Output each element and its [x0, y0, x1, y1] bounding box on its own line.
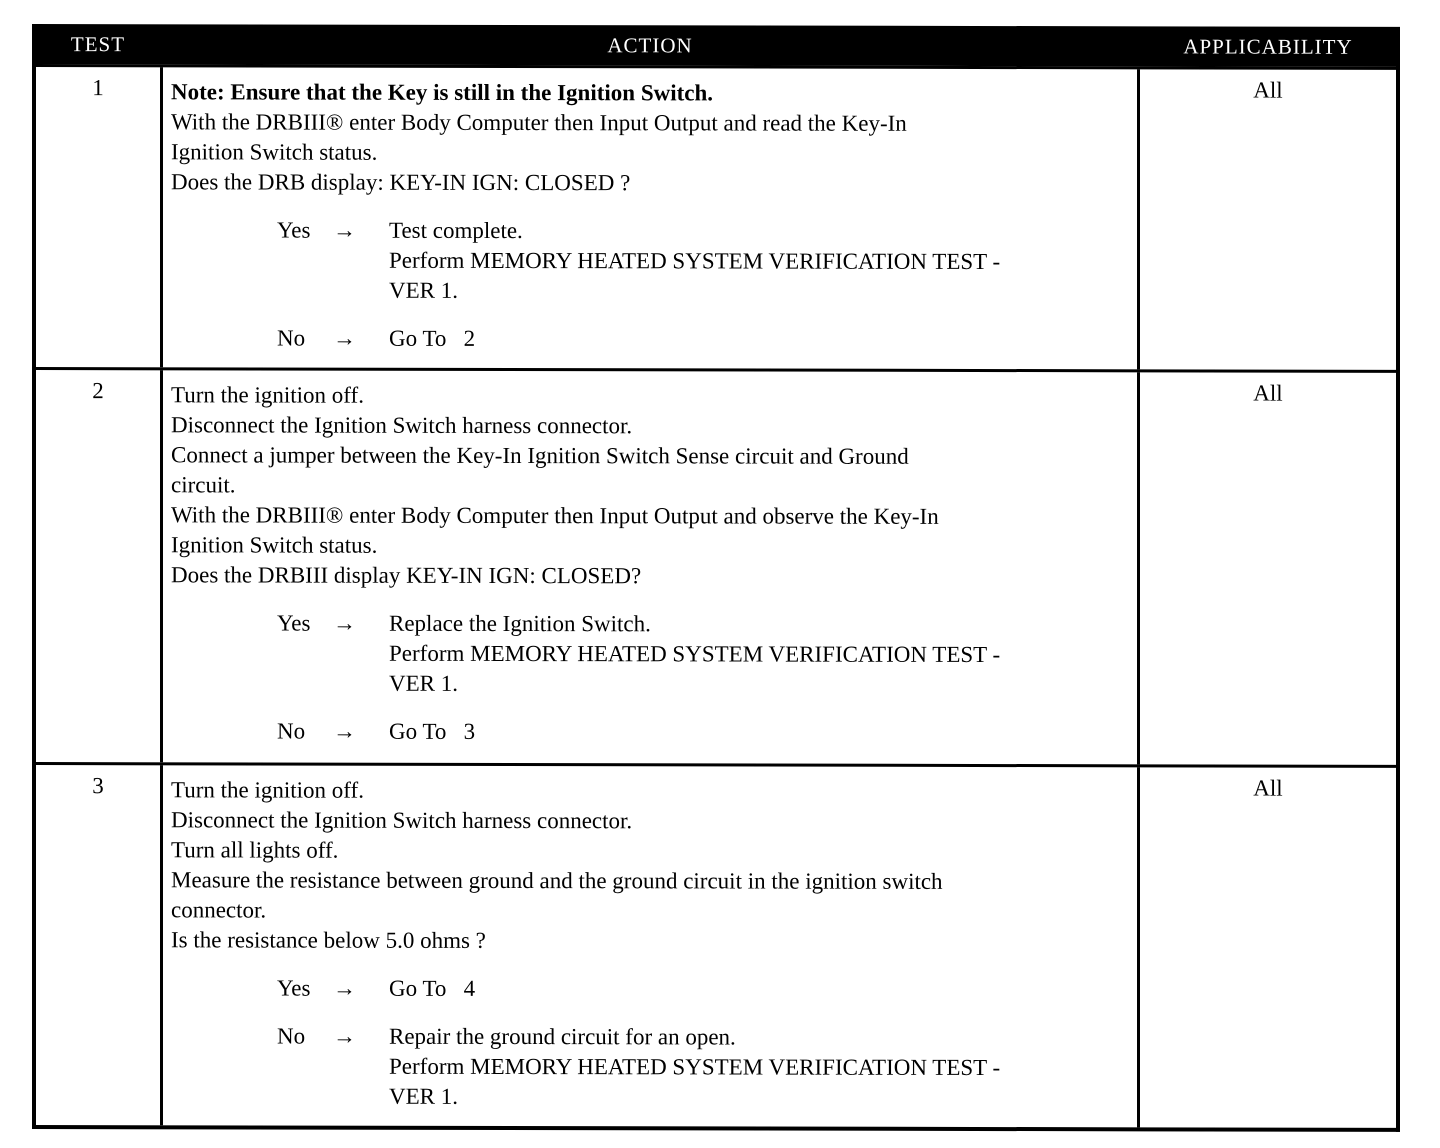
diagnostic-test-table [32, 24, 1400, 1132]
action-line: Connect a jumper between the Key-In Ignition Switch Sense circuit and Ground [171, 442, 909, 469]
no-result [171, 1021, 1129, 1113]
action-line: Turn the ignition off. [171, 777, 364, 803]
yes-result [171, 215, 1129, 307]
result-line: Go To 2 [389, 325, 476, 351]
table-row [36, 762, 1396, 1128]
applicability-value: All [1253, 380, 1283, 406]
action-cell [160, 67, 1140, 369]
no-result [171, 716, 1129, 748]
applicability-value: All [1253, 775, 1283, 801]
action-line: Turn the ignition off. [171, 382, 364, 408]
action-line: With the DRBIII® enter Body Computer then Input Output and observe the Key-In [171, 502, 939, 529]
action-line: Turn all lights off. [171, 837, 339, 863]
header-test: TEST [70, 31, 126, 56]
result-line: Go To 4 [389, 975, 476, 1001]
yes-label: Yes [277, 975, 311, 1001]
action-line: Disconnect the Ignition Switch harness connector. [171, 412, 633, 439]
arrow-right-icon: → [333, 325, 356, 351]
header-applicability: APPLICABILITY [1183, 33, 1353, 59]
action-line: Does the DRB display: KEY-IN IGN: CLOSED ? [171, 169, 631, 196]
action-line: circuit. [171, 472, 236, 498]
result-line: VER 1. [389, 1083, 458, 1109]
action-cell [160, 370, 1140, 764]
arrow-right-icon: → [333, 610, 356, 636]
action-line: Disconnect the Ignition Switch harness connector. [171, 807, 633, 834]
result-line: Repair the ground circuit for an open. [389, 1023, 736, 1050]
test-number: 3 [92, 773, 104, 799]
applicability-value: All [1253, 77, 1283, 103]
action-line: Ignition Switch status. [171, 532, 378, 558]
result-line: Replace the Ignition Switch. [389, 610, 651, 637]
action-line: Is the resistance below 5.0 ohms ? [171, 927, 486, 953]
action-line: Does the DRBIII display KEY-IN IGN: CLOSED? [171, 562, 642, 589]
action-line: connector. [171, 897, 267, 923]
result-line: Go To 3 [389, 718, 476, 744]
no-label: No [277, 718, 306, 744]
yes-result [171, 973, 1129, 1005]
arrow-right-icon: → [333, 217, 356, 243]
action-line: Measure the resistance between ground and the ground circuit in the ignition switch [171, 867, 943, 894]
result-line: Test complete. [389, 217, 523, 244]
result-line: VER 1. [389, 277, 458, 303]
yes-result [171, 608, 1129, 700]
table-header [36, 24, 1396, 67]
arrow-right-icon: → [333, 1023, 356, 1049]
no-result [171, 323, 1129, 355]
note-text: Note: Ensure that the Key is still in the Ignition Switch. [171, 79, 714, 106]
table-row [36, 367, 1396, 765]
arrow-right-icon: → [333, 718, 356, 744]
table-row [36, 64, 1396, 370]
result-line: Perform MEMORY HEATED SYSTEM VERIFICATION TEST - [389, 247, 1001, 275]
result-line: Perform MEMORY HEATED SYSTEM VERIFICATION TEST - [389, 640, 1001, 668]
yes-label: Yes [277, 217, 311, 243]
header-action: ACTION [607, 32, 693, 57]
action-line: With the DRBIII® enter Body Computer then Input Output and read the Key-In [171, 109, 907, 136]
action-cell [160, 765, 1140, 1127]
result-line: Perform MEMORY HEATED SYSTEM VERIFICATION TEST - [389, 1053, 1001, 1081]
no-label: No [277, 1023, 306, 1049]
result-line: VER 1. [389, 670, 458, 696]
test-number: 2 [92, 378, 104, 404]
yes-label: Yes [277, 610, 311, 636]
action-line: Ignition Switch status. [171, 139, 378, 165]
test-number: 1 [92, 75, 104, 101]
no-label: No [277, 325, 306, 351]
arrow-right-icon: → [333, 975, 356, 1001]
